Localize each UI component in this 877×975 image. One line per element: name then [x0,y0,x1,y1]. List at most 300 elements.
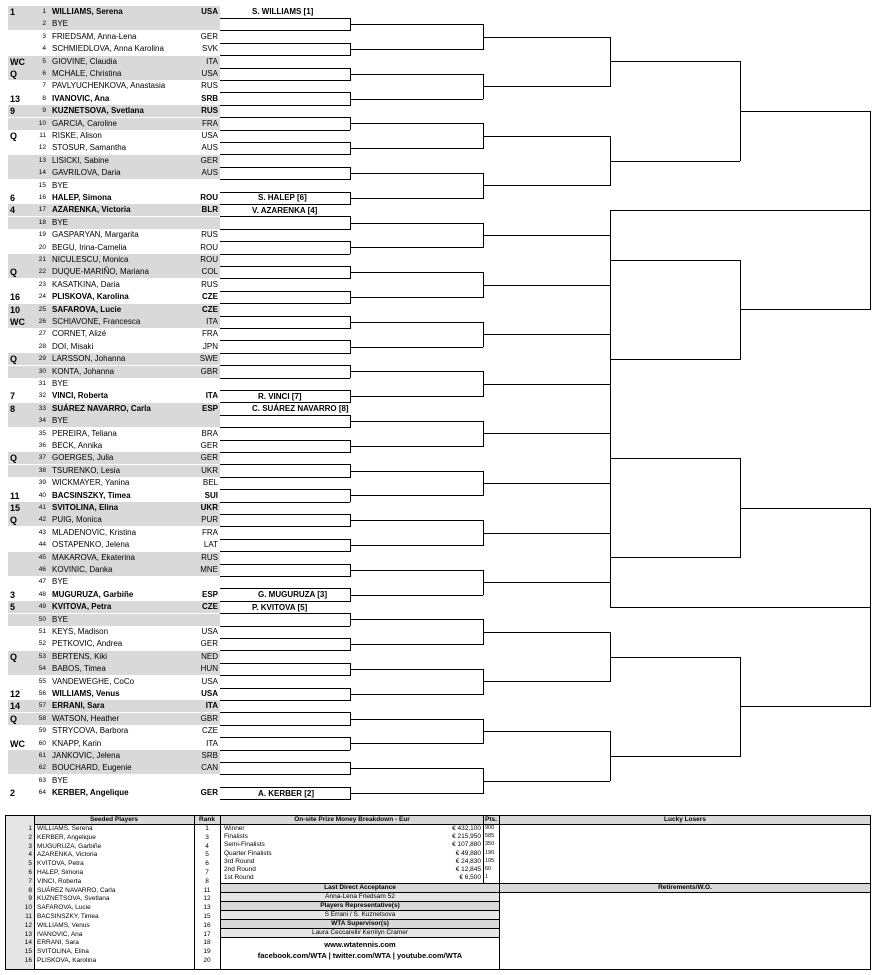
player-country: SRB [201,751,218,760]
draw-position: 50 [38,615,46,623]
player-name: KNAPP, Karin [52,738,102,748]
rank-header: Rank [194,816,220,825]
seed-rank: 5 [205,851,209,859]
draw-row [8,403,220,415]
player-country: RUS [201,552,218,562]
player-name: BYE [52,614,69,624]
draw-position: 8 [42,94,46,102]
seed-player: BACSINSZKY, Timea [37,913,99,920]
player-name: STOSUR, Samantha [52,143,127,153]
seed-label: Q [10,354,18,365]
player-name: BYE [52,416,69,426]
player-name: GIOVINE, Claudia [52,56,117,66]
seed-player: WILLIAMS, Venus [37,921,90,929]
draw-row [8,440,220,452]
draw-row [8,552,220,564]
draw-row [8,80,220,92]
bracket-line [220,638,350,639]
prize-points: 350 [485,841,495,848]
player-name: STRYCOVA, Barbora [52,726,129,736]
draw-row [8,353,220,365]
bracket-line [350,595,483,596]
player-name: LISICKI, Sabine [52,155,109,165]
seed-label: 12 [10,689,21,699]
seed-label: 15 [10,503,21,513]
bracket-line [740,508,870,509]
reps: S Errani / S. Kuznetsova [324,911,396,918]
player-country: USA [201,131,218,140]
bracket-line [220,588,350,589]
bracket-line [610,458,740,459]
bracket-line [350,669,483,670]
bracket-line [220,68,350,69]
draw-position: 30 [38,367,46,375]
bracket-line [610,260,740,261]
seed-rank: 12 [203,895,211,903]
bracket-line [870,508,871,707]
draw-row [8,93,220,105]
draw-row [8,204,220,216]
bracket-line [870,111,871,310]
seed-number: 8 [28,886,32,894]
player-name: BABOS, Timea [52,664,106,674]
player-name: MAKAROVA, Ekaterina [52,552,135,562]
draw-row [8,242,220,254]
draw-row [8,279,220,291]
player-name: BYE [52,180,69,190]
player-name: SCHMIEDLOVA, Anna Karolina [52,44,164,54]
draw-row [8,341,220,353]
player-country: GER [200,453,218,463]
draw-position: 20 [38,243,46,251]
seed-number: 7 [28,877,32,885]
draw-position: 48 [38,590,46,598]
player-name: OSTAPENKO, Jelena [52,540,130,550]
bracket-line [350,545,483,546]
prize-round: 3rd Round [224,857,255,865]
draw-position: 60 [38,739,46,747]
draw-position: 62 [38,764,46,772]
seed-player: HALEP, Simona [37,869,84,876]
bracket-line [220,303,350,304]
player-country: UKR [200,503,218,512]
seed-number: 5 [28,860,32,868]
bracket-line [220,526,350,527]
lucky-losers-header: Lucky Losers [500,816,870,825]
draw-row [8,750,220,762]
bracket-line [350,74,483,75]
bracket-line [220,328,350,329]
bracket-line [220,105,350,106]
draw-position: 47 [38,578,46,586]
seed-rank: 11 [203,886,211,894]
prize-points: 60 [485,866,492,872]
bracket-line [610,657,740,658]
seed-label: 1 [10,7,16,17]
bracket-line [483,384,610,385]
last-da-header: Last Direct Acceptance [221,883,499,893]
draw-row [8,738,220,750]
seed-label: Q [10,131,18,141]
player-name: BACSINSZKY, Timea [52,490,131,500]
bracket-line [350,743,483,744]
seed-label: 11 [10,490,20,501]
draw-row [8,638,220,650]
player-country: MNE [200,565,218,574]
bracket-line [350,123,483,124]
bracket-line [610,161,740,162]
player-name: PEREIRA, Teliana [52,428,117,438]
seed-number: 1 [28,825,32,832]
draw-row [8,105,220,117]
draw-position: 34 [38,417,46,425]
prize-points: 105 [485,857,495,864]
seed-player: VINCI, Roberta [37,877,82,885]
player-country: SRB [201,93,218,103]
bracket-line [350,223,483,224]
player-name: ERRANI, Sara [52,701,105,711]
bracket-line [220,266,350,267]
bracket-line [220,18,350,19]
draw-position: 11 [39,132,46,139]
seed-label: 7 [10,391,16,402]
bracket-line [220,564,350,565]
player-country: SWE [199,354,218,364]
prize-amount: € 49,880 [455,849,481,857]
player-name: BECK, Annika [52,441,103,450]
bracket-line [350,768,483,769]
draw-row [8,316,220,328]
player-name: NICULESCU, Monica [52,255,129,264]
player-country: HUN [200,664,218,674]
player-country: ITA [206,317,218,326]
draw-row [8,291,220,303]
player-country: ROU [200,255,218,264]
draw-position: 29 [38,355,46,363]
draw-row [8,217,220,229]
prize-amount: € 215,950 [452,833,481,841]
bracket-line [610,210,870,211]
draw-row [8,514,220,526]
player-name: CORNET, Alizé [52,329,107,339]
draw-row [8,192,220,204]
draw-position: 54 [38,665,46,673]
draw-row [8,229,220,241]
seed-rank: 19 [203,948,211,956]
prize-amount: € 432,100 [452,825,481,832]
seed-label: 9 [10,106,16,117]
seed-player: SAFAROVA, Lucie [37,904,91,912]
round2-player: C. SUÁREZ NAVARRO [8] [252,404,349,414]
bracket-line [350,694,483,695]
seed-player: ERRANI, Sara [37,939,79,947]
player-name: PUIG, Monica [52,515,102,525]
website[interactable]: www.wtatennis.com [324,940,396,949]
draw-row [8,254,220,266]
player-name: LARSSON, Johanna [52,354,126,364]
bracket-line [220,613,350,614]
bracket-line [220,650,350,651]
player-country: GER [200,788,218,798]
player-name: BYE [52,577,69,587]
draw-row [8,663,220,675]
bracket-line [220,799,350,800]
bracket-line [220,452,350,453]
bracket-line [350,247,483,248]
player-country: ITA [206,56,218,66]
seed-label: Q [10,69,18,79]
player-name: HALEP, Simona [52,193,112,202]
bracket-line [350,421,483,422]
player-name: MLADENOVIC, Kristina [52,527,137,537]
player-country: USA [201,676,218,686]
player-country: GER [200,639,218,649]
seed-rank: 15 [203,913,211,920]
seed-label: 16 [10,292,21,303]
bracket-line [220,502,350,503]
bracket-line [350,495,483,496]
bracket-line [220,737,350,738]
bracket-line [220,117,350,118]
retirements-header: Retirements/W.O. [500,883,870,893]
seed-rank: 13 [203,904,211,912]
bracket-line [350,297,483,298]
draw-row [8,502,220,514]
draw-position: 10 [38,119,46,127]
seed-rank: 17 [203,930,211,938]
player-name: DUQUE-MARIÑO, Mariana [52,267,149,277]
prize-round: Winner [224,825,245,832]
seed-number: 10 [24,904,32,912]
seed-number: 9 [28,895,32,903]
bracket-line [350,570,483,571]
draw-position: 57 [38,702,46,710]
player-name: KEYS, Madison [52,627,109,636]
bracket-line [350,49,483,50]
player-country: BLR [201,205,218,215]
seed-label: 13 [10,93,21,104]
seed-player: SVITOLINA, Elina [37,948,89,956]
bracket-line [483,731,610,732]
draw-row [8,378,220,390]
bracket-line [740,706,870,707]
prize-round: 1st Round [224,874,254,882]
player-name: BYE [52,217,69,227]
bracket-line [483,681,610,682]
seed-label: WC [10,738,25,749]
seed-number: 11 [25,913,32,920]
round2-player: V. AZARENKA [4] [252,205,318,215]
player-country: SVK [201,44,218,54]
player-country: FRA [202,527,218,537]
bracket-line [220,167,350,168]
bracket-line [220,179,350,180]
prize-amount: € 107,880 [452,841,481,849]
draw-row [8,465,220,477]
prize-round: 2nd Round [224,866,256,873]
prize-amount: € 6,500 [459,874,481,882]
draw-position: 4 [42,45,46,53]
seed-number: 12 [24,921,32,929]
seed-number: 15 [24,948,32,956]
seed-rank: 4 [205,842,209,850]
player-name: GOERGES, Julia [52,453,114,463]
bracket-line [220,750,350,751]
draw-position: 17 [38,206,46,214]
bracket-line [483,185,610,186]
bracket-line [350,719,483,720]
draw-row [8,725,220,737]
draw-row [8,18,220,30]
player-name: BYE [52,19,69,29]
seed-rank: 8 [205,877,209,885]
bracket-line [350,148,483,149]
seed-rank: 3 [205,833,209,841]
player-name: KOVINIC, Danka [52,565,113,574]
draw-row [8,266,220,278]
player-name: KUZNETSOVA, Svetlana [52,106,144,116]
draw-row [8,688,220,700]
draw-position: 64 [38,789,46,797]
seed-number: 16 [24,957,32,964]
bracket-line [350,173,483,174]
player-name: BERTENS, Kiki [52,651,107,661]
bracket-line [220,663,350,664]
bracket-line [220,204,350,205]
bracket-line [220,626,350,627]
player-country: CZE [202,292,218,302]
bracket-line [220,92,350,93]
draw-position: 38 [38,466,46,474]
draw-position: 52 [38,640,46,648]
round2-player: S. WILLIAMS [1] [252,7,314,17]
player-name: KASATKINA, Daria [52,279,120,289]
bracket-line [220,415,350,416]
seed-rank: 20 [203,957,211,964]
draw-position: 26 [38,318,46,325]
player-name: FRIEDSAM, Anna-Lena [52,31,137,41]
seed-player: MUGURUZA, Garbiñe [37,842,102,850]
draw-row [8,651,220,663]
draw-row [8,614,220,626]
bracket-line [220,787,350,788]
player-name: DOI, Misaki [52,341,94,351]
player-name: BOUCHARD, Eugenie [52,763,132,773]
player-name: GARCIA, Caroline [52,118,117,128]
bracket-line [350,520,483,521]
bracket-line [610,61,740,62]
draw-row [8,787,220,799]
seed-number: 2 [28,833,32,841]
bracket-line [483,86,610,87]
bracket-line [350,347,483,348]
bracket-line [220,241,350,242]
draw-position: 7 [42,82,46,90]
bracket-line [220,55,350,56]
bracket-line [220,154,350,155]
bracket-line [220,539,350,540]
draw-position: 13 [38,156,46,164]
player-country: UKR [201,465,218,475]
round2-player: S. HALEP [6] [258,193,307,203]
bracket-line [350,371,483,372]
seed-label: Q [10,267,18,278]
player-name: WILLIAMS, Serena [52,7,123,16]
prize-round: Finalists [224,833,248,841]
draw-position: 58 [38,714,46,722]
supervisor-header: WTA Supervisor(s) [221,919,499,929]
player-name: PAVLYUCHENKOVA, Anastasia [52,81,166,91]
player-country: CAN [201,763,218,773]
bracket-line [220,402,350,403]
bracket-line [220,774,350,775]
player-name: GAVRILOVA, Daria [52,168,121,178]
draw-position: 59 [38,727,46,735]
bracket-line [220,130,350,131]
draw-row [8,390,220,402]
draw-position: 6 [42,70,46,77]
player-name: MCHALE, Christina [52,69,122,78]
bracket-line [220,365,350,366]
bracket-line [220,688,350,689]
social-links[interactable]: facebook.com/WTA | twitter.com/WTA | youtube.com/WTA [257,951,463,960]
draw-position: 41 [38,504,46,511]
prize-amount: € 12,845 [455,866,481,873]
bracket-line [610,210,611,608]
bracket-line [220,390,350,391]
player-country: RUS [201,230,218,240]
player-country: GER [200,155,218,165]
bracket-line [220,601,350,602]
bracket-line [220,576,350,577]
bracket-line [350,322,483,323]
seed-number: 4 [28,851,32,859]
bracket-line [483,136,610,137]
player-country: ROU [200,242,218,252]
draw-row [8,155,220,167]
bracket-line [220,216,350,217]
bracket-line [220,427,350,428]
draw-row [8,626,220,638]
player-name: TSURENKO, Lesia [52,465,121,475]
player-country: GBR [200,366,218,376]
player-name: BYE [52,379,69,388]
player-country: ESP [201,589,218,599]
draw-position: 53 [38,652,46,660]
player-name: WILLIAMS, Venus [52,689,120,698]
draw-row [8,452,220,464]
seed-player: KERBER, Angelique [37,833,96,841]
draw-position: 9 [42,107,46,115]
draw-row [8,328,220,340]
bracket-line [350,644,483,645]
bracket-line [483,285,610,286]
prize-points: 190 [485,849,495,856]
draw-row [8,142,220,154]
prize-points: 585 [485,833,495,840]
player-country: ESP [201,403,218,413]
draw-position: 45 [38,553,46,561]
draw-position: 22 [38,268,46,276]
seed-rank: 1 [205,825,209,832]
bracket-line [483,483,610,484]
draw-position: 44 [38,541,46,549]
player-country: ROU [200,193,218,202]
draw-position: 31 [38,380,46,387]
draw-row [8,415,220,427]
seed-label: 3 [10,589,16,600]
seed-label: WC [10,56,25,67]
